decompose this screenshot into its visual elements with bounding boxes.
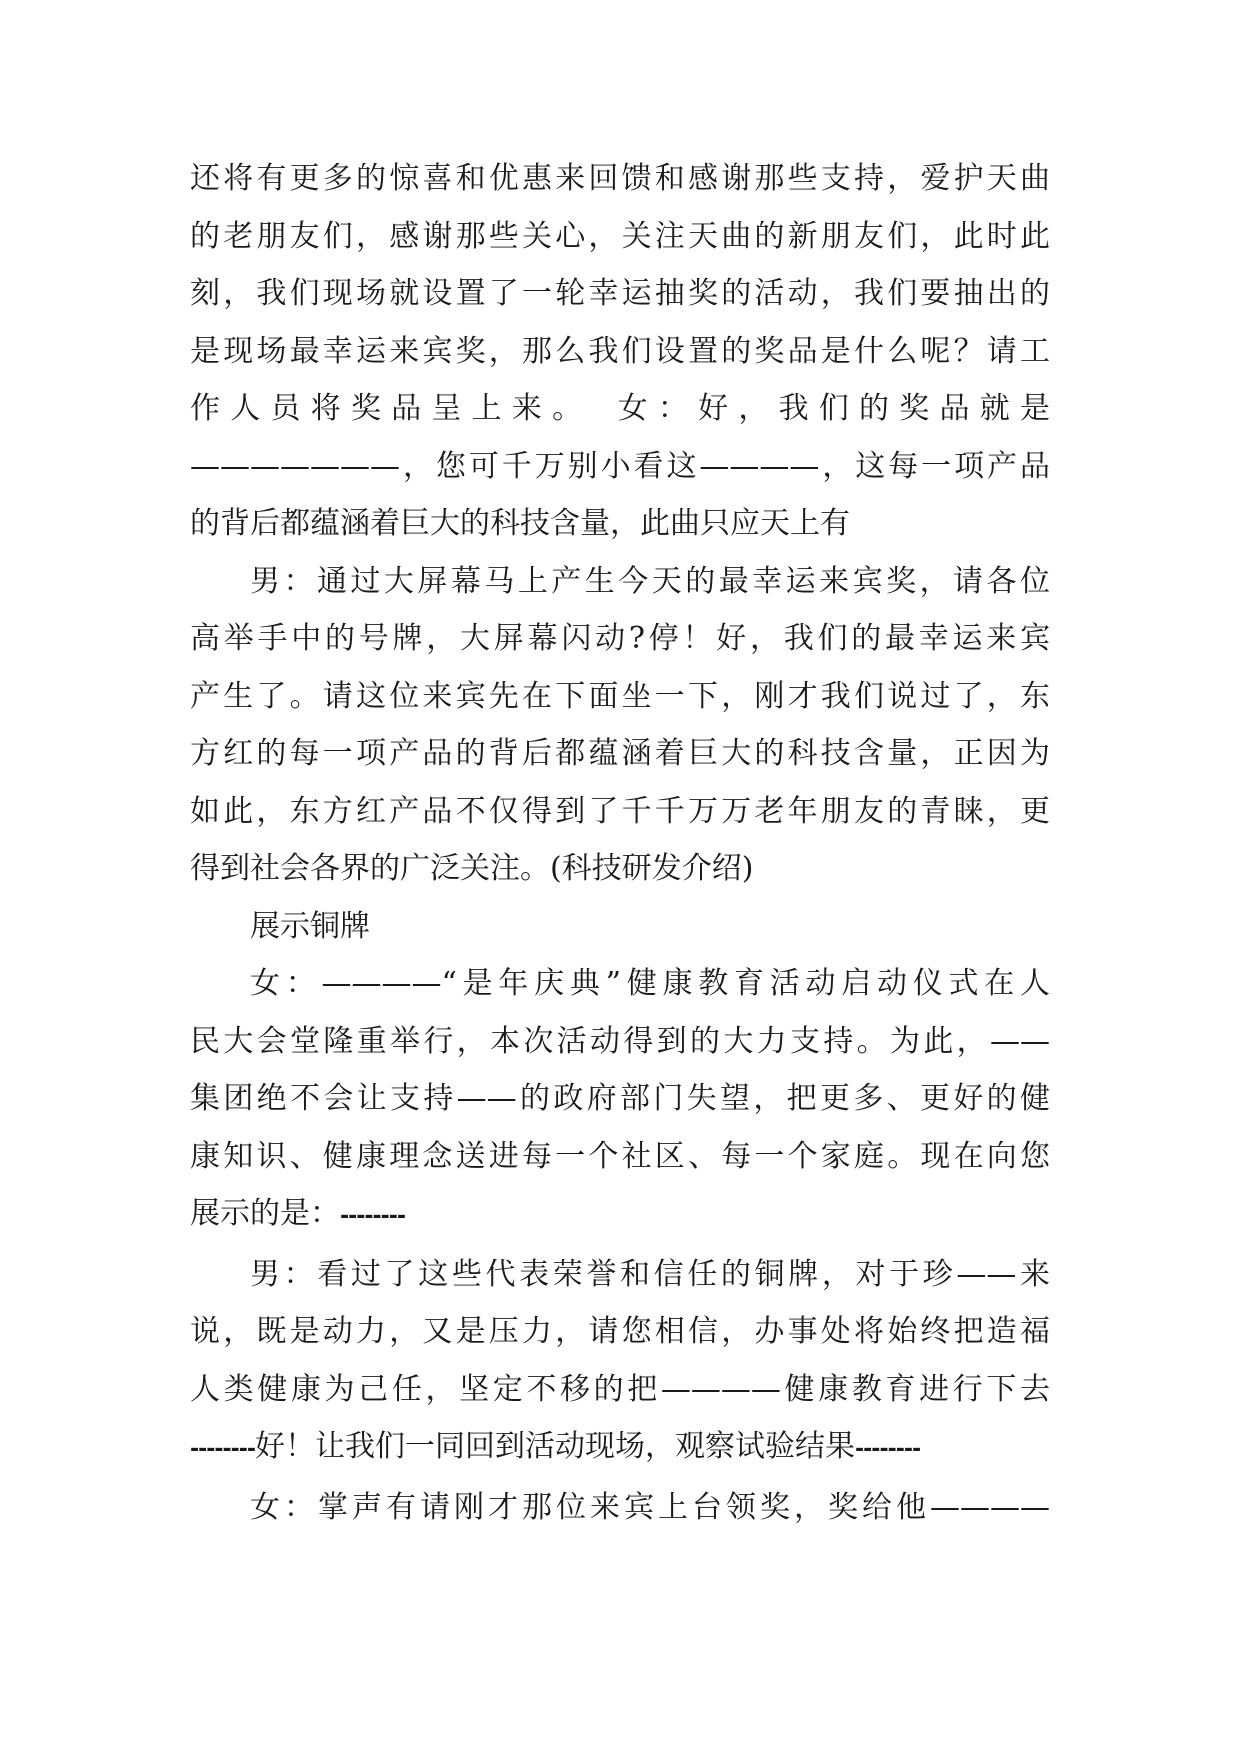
- text-line: [190, 1418, 1050, 1479]
- paragraph-1: [190, 150, 1050, 553]
- dash-line: --------: [190, 1437, 256, 1462]
- text-segment: 展示的是：: [190, 1196, 340, 1231]
- text-line: 方红的每一项产品的背后都蕴涵着巨大的科技含量，正因为: [190, 736, 1050, 771]
- text-line: 女：————“是年庆典”健康教育活动启动仪式在人: [250, 966, 1050, 1001]
- text-line: 女：掌声有请刚才那位来宾上台领奖，奖给他————: [250, 1489, 1050, 1525]
- text-line: 集团绝不会让支持——的政府部门失望，把更多、更好的健: [190, 1081, 1050, 1116]
- text-line: 民大会堂隆重举行，本次活动得到的大力支持。为此，——: [190, 1023, 1050, 1059]
- text-line: [190, 1185, 1050, 1246]
- document-page: [190, 150, 1050, 1536]
- dash-line: --------: [855, 1437, 921, 1462]
- text-line: 作人员将奖品呈上来。 女：好，我们的奖品就是: [190, 391, 1050, 426]
- text-line: 产生了。请这位来宾先在下面坐一下，刚才我们说过了，东: [190, 678, 1050, 714]
- text-line: ———————，您可千万别小看这————，这每一项产品: [190, 448, 1050, 484]
- paragraph-2: [190, 553, 1050, 898]
- text-line: 的老朋友们，感谢那些关心，关注天曲的新朋友们，此时此: [190, 218, 1050, 254]
- text-line: 说，既是动力，又是压力，请您相信，办事处将始终把造福: [190, 1314, 1050, 1349]
- text-segment: 好！让我们一同回到活动现场，观察试验结果: [255, 1429, 856, 1464]
- text-line: 高举手中的号牌，大屏幕闪动?停！好，我们的最幸运来宾: [190, 621, 1050, 656]
- text-line: 男：看过了这些代表荣誉和信任的铜牌，对于珍——来: [250, 1256, 1050, 1292]
- paragraph-3: [190, 898, 1050, 956]
- paragraph-5: [190, 1246, 1050, 1479]
- text-line: 人类健康为己任，坚定不移的把————健康教育进行下去: [190, 1371, 1050, 1407]
- dash-line: --------: [340, 1204, 406, 1229]
- text-line: 男：通过大屏幕马上产生今天的最幸运来宾奖，请各位: [250, 563, 1050, 599]
- paragraph-4: [190, 955, 1050, 1246]
- text-line: 得到社会各界的广泛关注。(科技研发介绍): [190, 851, 754, 886]
- text-line: 还将有更多的惊喜和优惠来回馈和感谢那些支持，爱护天曲: [190, 161, 1050, 196]
- text-line: 康知识、健康理念送进每一个社区、每一个家庭。现在向您: [190, 1138, 1050, 1174]
- text-line: 展示铜牌: [250, 908, 370, 944]
- text-line: 的背后都蕴涵着巨大的科技含量，此曲只应天上有: [190, 506, 850, 541]
- text-line: 是现场最幸运来宾奖，那么我们设置的奖品是什么呢？请工: [190, 333, 1050, 369]
- text-line: 如此，东方红产品不仅得到了千千万万老年朋友的青睐，更: [190, 793, 1050, 829]
- text-line: 刻，我们现场就设置了一轮幸运抽奖的活动，我们要抽出的: [190, 276, 1050, 311]
- paragraph-6: [190, 1479, 1050, 1537]
